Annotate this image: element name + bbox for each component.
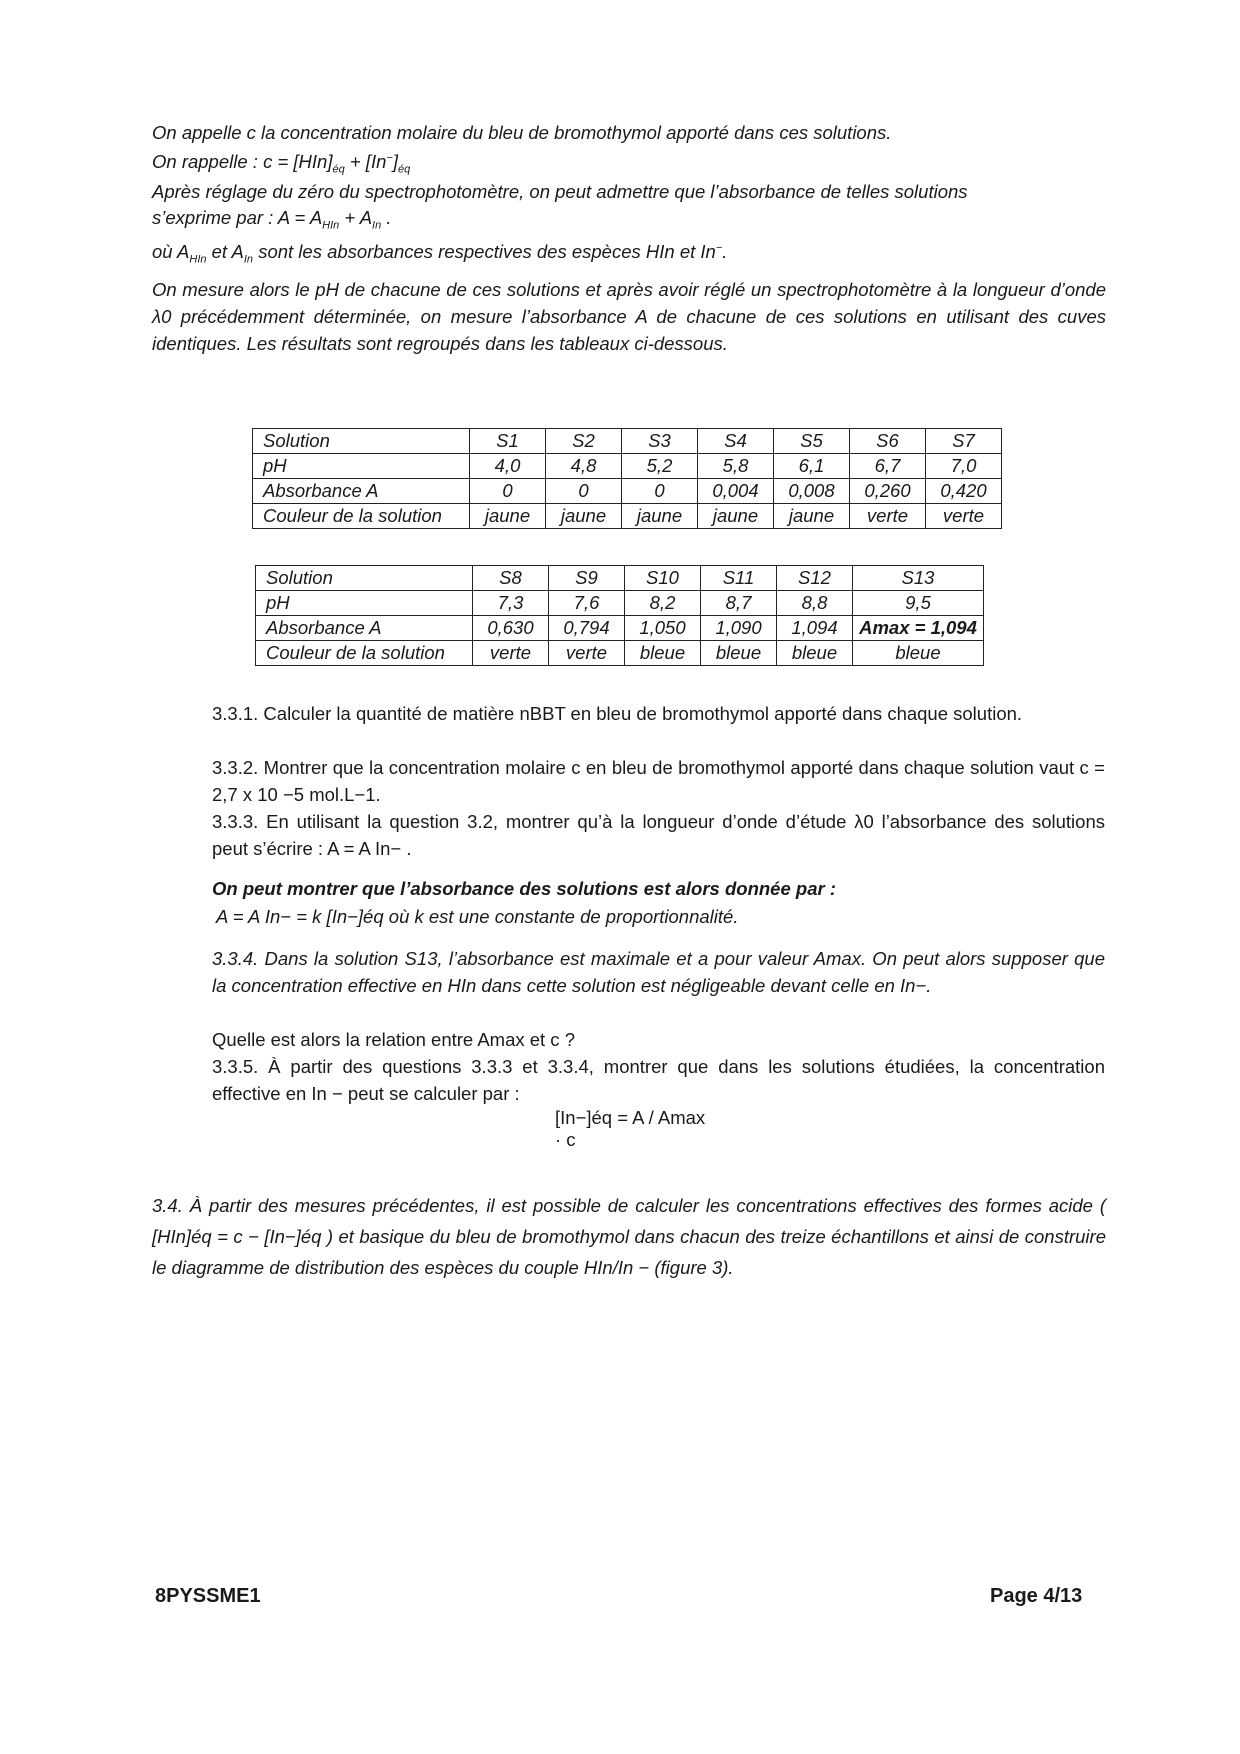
table-cell: S4 [698, 429, 774, 454]
question-3-3-1: 3.3.1. Calculer la quantité de matière nBBT en bleu de bromothymol apporté dans chaque solution. [212, 703, 1023, 724]
table-cell: bleue [625, 641, 701, 666]
table-cell: jaune [470, 504, 546, 529]
question-3-3-2: 3.3.2. Montrer que la concentration molaire c en bleu de bromothymol apporté dans chaque solution vaut c = 2,7 x 10 −5 mol.L−1. [212, 757, 1105, 805]
table-row [253, 504, 1002, 529]
table-cell: S9 [549, 566, 625, 591]
table-cell: S11 [701, 566, 777, 591]
table-cell: 9,5 [853, 591, 984, 616]
table-cell: 0,630 [473, 616, 549, 641]
table-cell: jaune [698, 504, 774, 529]
in-subscript: In [372, 219, 382, 232]
row-label-absorbance: Absorbance A [253, 479, 470, 504]
results-table-2 [255, 565, 984, 666]
table-cell: 0 [546, 479, 622, 504]
results-table-1 [252, 428, 1002, 529]
exam-code: 8PYSSME1 [155, 1585, 261, 1607]
absorbance-expr: s’exprime par : A = A [152, 207, 323, 228]
table-row [256, 566, 984, 591]
table-cell: jaune [546, 504, 622, 529]
table-cell: 0,794 [549, 616, 625, 641]
table-cell: jaune [774, 504, 850, 529]
table-cell: 1,094 [777, 616, 853, 641]
absorbance-plus: + A [339, 207, 373, 228]
table-cell: verte [926, 504, 1002, 529]
table-cell: S6 [850, 429, 926, 454]
table-cell: 0,420 [926, 479, 1002, 504]
table-row [253, 479, 1002, 504]
row-label-solution: Solution [253, 429, 470, 454]
table-cell: S1 [470, 429, 546, 454]
table-cell: 6,7 [850, 454, 926, 479]
table-cell: 4,8 [546, 454, 622, 479]
absorbance-formula: A = A In− = k [In−]éq où k est une constante de proportionnalité. [216, 906, 739, 927]
table-cell: S12 [777, 566, 853, 591]
intro-line-3: Après réglage du zéro du spectrophotomètre, on peut admettre que l’absorbance de telles solutions [152, 181, 968, 202]
species-text: sont les absorbances respectives des espèces HIn et In [253, 241, 716, 262]
table-cell: S7 [926, 429, 1002, 454]
table-row [256, 616, 984, 641]
table-cell: S8 [473, 566, 549, 591]
table-cell: verte [473, 641, 549, 666]
intro-paragraph: On mesure alors le pH de chacune de ces solutions et après avoir réglé un spectrophotomètre à la longueur d’onde λ0 précédemment déterminée, on mesure l’absorbance A de chacune de ces solutions en utilisant des cuves identiques. Les résultats sont regroupés dans les tableaux ci-dessous. [152, 279, 1106, 354]
table-cell: bleue [853, 641, 984, 666]
recall-bracket: ] [392, 151, 398, 172]
table-row [253, 454, 1002, 479]
intro-line-1: On appelle c la concentration molaire du bleu de bromothymol apporté dans ces solutions. [152, 122, 892, 143]
table-cell: 7,0 [926, 454, 1002, 479]
intro-line-5 [152, 241, 727, 266]
hin-subscript: HIn [322, 219, 340, 232]
table-row [256, 591, 984, 616]
table-cell: 8,7 [701, 591, 777, 616]
et-a: et A [206, 241, 244, 262]
question-3-4: 3.4. À partir des mesures précédentes, il est possible de calculer les concentrations effectives des formes acide ( [HIn]éq = c − [In−]éq ) et basique du bleu de bromothymol dans chacun des treize échantillons et ainsi de construire le diagramme de distribution des espèces du couple HIn/In − (figure 3). [152, 1195, 1106, 1278]
intro-line-2 [152, 151, 410, 176]
table-cell: 0 [622, 479, 698, 504]
in-subscript-2: In [243, 253, 254, 266]
table-cell: 0,008 [774, 479, 850, 504]
row-label-absorbance: Absorbance A [256, 616, 473, 641]
page-number: Page 4/13 [990, 1585, 1083, 1607]
table-cell: S2 [546, 429, 622, 454]
row-label-ph: pH [256, 591, 473, 616]
table-cell: 7,3 [473, 591, 549, 616]
table-cell: S10 [625, 566, 701, 591]
table-cell: S5 [774, 429, 850, 454]
hin-subscript-2: HIn [189, 253, 207, 266]
table-cell: 4,0 [470, 454, 546, 479]
table-cell: verte [549, 641, 625, 666]
absorbance-dot: . [381, 207, 392, 228]
table-cell: bleue [777, 641, 853, 666]
table-cell: 0,260 [850, 479, 926, 504]
table-cell: 5,2 [622, 454, 698, 479]
amax-cell: Amax = 1,094 [853, 616, 984, 641]
recall-label: On rappelle : c = [HIn] [152, 151, 333, 172]
bold-statement: On peut montrer que l’absorbance des solutions est alors donnée par : [212, 878, 836, 899]
ou-a: où A [152, 241, 190, 262]
table-cell: 6,1 [774, 454, 850, 479]
table-cell: 5,8 [698, 454, 774, 479]
table-cell: 8,8 [777, 591, 853, 616]
row-label-couleur: Couleur de la solution [256, 641, 473, 666]
table-row [253, 429, 1002, 454]
concentration-equation: [In−]éq = A / Amax · c [555, 1107, 706, 1150]
table-cell: jaune [622, 504, 698, 529]
table-cell: 1,090 [701, 616, 777, 641]
table-cell: 7,6 [549, 591, 625, 616]
question-3-3-4: 3.3.4. Dans la solution S13, l’absorbance est maximale et a pour valeur Amax. On peut alors supposer que la concentration effective en HIn dans cette solution est négligeable devant celle en In−. [212, 948, 1105, 996]
table-cell: 1,050 [625, 616, 701, 641]
table-cell: S13 [853, 566, 984, 591]
recall-plus: + [In [344, 151, 387, 172]
table-cell: verte [850, 504, 926, 529]
minus-superscript: − [386, 151, 393, 164]
table-cell: 0,004 [698, 479, 774, 504]
question-3-3-4-b: Quelle est alors la relation entre Amax et c ? [212, 1029, 575, 1050]
table-cell: bleue [701, 641, 777, 666]
question-3-3-3: 3.3.3. En utilisant la question 3.2, montrer qu’à la longueur d’onde d’étude λ0 l’absorbance des solutions peut s’écrire : A = A In− . [212, 811, 1105, 859]
table-cell: S3 [622, 429, 698, 454]
intro-line-4 [152, 207, 392, 232]
row-label-couleur: Couleur de la solution [253, 504, 470, 529]
minus-sup-2: − [715, 241, 723, 254]
eq-subscript: éq [332, 163, 345, 176]
table-row [256, 641, 984, 666]
eq-subscript-2: éq [397, 163, 411, 176]
table-cell: 8,2 [625, 591, 701, 616]
row-label-ph: pH [253, 454, 470, 479]
row-label-solution: Solution [256, 566, 473, 591]
question-3-3-5: 3.3.5. À partir des questions 3.3.3 et 3.3.4, montrer que dans les solutions étudiées, la concentration effective en In − peut se calculer par : [212, 1056, 1105, 1104]
species-dot: . [722, 241, 728, 262]
table-cell: 0 [470, 479, 546, 504]
